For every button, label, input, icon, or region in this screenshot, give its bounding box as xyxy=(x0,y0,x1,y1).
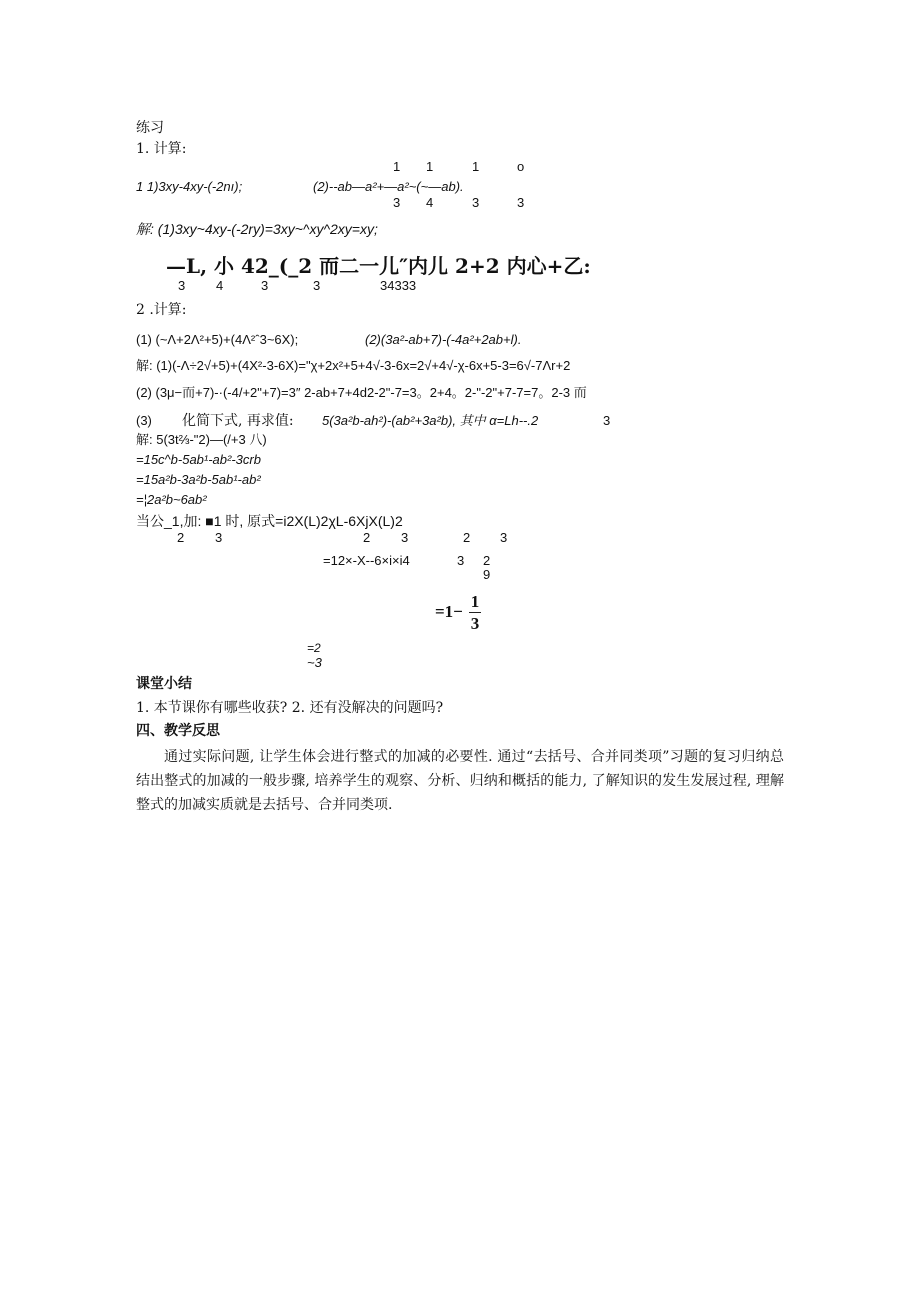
reflection-paragraph: 通过实际问题, 让学生体会进行整式的加减的必要性. 通过“去括号、合并同类项”习题的复习归纳总结出整式的加减的一般步骤, 培养学生的观察、分析、归纳和概括的能力, 了解知识的发生发展过程, 理解整式的加减实质就是去括号、合并同类项. xyxy=(136,749,784,813)
q3-eval-digit-2: 2 xyxy=(483,553,491,568)
q1-top-digit-1: 1 xyxy=(393,159,401,174)
q3-final-numerator: =2 xyxy=(307,641,321,655)
q2-label: 2 .计算: xyxy=(136,302,187,318)
q3-label: (3) xyxy=(136,413,152,428)
q1-garbled-digit-3: 3 xyxy=(261,278,269,293)
q3-fraction-bar xyxy=(469,612,481,613)
section-title: 练习 xyxy=(136,120,164,136)
q2-solution-2: (2) (3μ−而+7)-·(-4/+2"+7)=3″ 2-ab+7+4d2-2"-7=3。2+4。2-"-2"+7-7=7。2-3 而 xyxy=(136,385,587,400)
q2-expression-2: (2)(3a²-ab+7)-(-4a²+2ab+l). xyxy=(365,332,522,347)
q1-bottom-digit-2: 4 xyxy=(426,195,434,210)
q3-solution-head: 解: 5(3t⅔-"2)—(/+3 八) xyxy=(136,432,267,447)
q3-fraction-result xyxy=(435,592,505,632)
q3-eval-line: =12×-X--6×i×i4 xyxy=(323,553,410,568)
q1-top-digit-3: 1 xyxy=(472,159,480,174)
q3-expression: 5(3a²b-ah²)-(ab²+3a²b), 其中 α=Lh--.2 xyxy=(322,413,539,428)
q1-garbled-line: —L, 小 42_(_2 而二一儿″内儿 2+2 内心+乙: xyxy=(166,254,591,278)
q1-expression-left: 1 1)3xy-4xy-(-2nı); xyxy=(136,179,243,194)
q3-step-1: =15c^b-5ab¹-ab²-3crb xyxy=(136,452,261,467)
q3-when-line: 当公_1,加: ■1 时, 原式=i2X(L)2χL-6XjX(L)2 xyxy=(136,513,403,529)
q1-bottom-digit-4: 3 xyxy=(517,195,525,210)
q3-prompt: 化简下式, 再求值: xyxy=(182,413,294,429)
q1-garbled-digit-1: 3 xyxy=(178,278,186,293)
q3-final-denominator: ~3 xyxy=(307,655,322,670)
q3-step-3: =¦2a²b~6ab² xyxy=(136,492,207,507)
q3-fraction-denominator: 3 xyxy=(470,614,480,634)
q2-expression-1: (1) (~Λ+2Λ²+5)+(4Λ²ˆ3~6X); xyxy=(136,332,299,347)
q1-garbled-digit-2: 4 xyxy=(216,278,224,293)
q3-when-digit-2: 3 xyxy=(215,530,223,545)
summary-title: 课堂小结 xyxy=(136,676,192,692)
q1-garbled-digit-5: 34333 xyxy=(380,278,417,293)
q3-when-digit-4: 3 xyxy=(401,530,409,545)
summary-text: 1. 本节课你有哪些收获? 2. 还有没解决的问题吗? xyxy=(136,700,444,716)
q3-when-digit-5: 2 xyxy=(463,530,471,545)
q1-expression-right: (2)--ab—a²+—a²~(~—ab). xyxy=(313,179,464,194)
q3-when-digit-1: 2 xyxy=(177,530,185,545)
q1-solution: 解: (1)3xy~4xy-(-2ry)=3xy~^xy^2xy=xy; xyxy=(136,221,378,237)
q3-eval-digit-1: 3 xyxy=(457,553,465,568)
q1-garbled-digit-4: 3 xyxy=(313,278,321,293)
q3-expression-tail: 3 xyxy=(603,413,611,428)
q2-solution-1: 解: (1)(-Λ÷2√+5)+(4X²-3-6X)="χ+2x²+5+4√-3-6x=2√+4√-χ-6x+5-3=6√-7Λr+2 xyxy=(136,358,571,373)
reflection-title: 四、教学反思 xyxy=(136,723,220,739)
q3-fraction-prefix: =1− xyxy=(435,602,463,621)
q3-fraction-numerator: 1 xyxy=(470,592,480,611)
q3-when-digit-6: 3 xyxy=(500,530,508,545)
q3-step-2: =15a²b-3a²b-5ab¹-ab² xyxy=(136,472,261,487)
q1-top-digit-2: 1 xyxy=(426,159,434,174)
q3-eval-digit-3: 9 xyxy=(483,567,491,582)
q1-bottom-digit-1: 3 xyxy=(393,195,401,210)
q1-bottom-digit-3: 3 xyxy=(472,195,480,210)
q1-top-digit-4: o xyxy=(517,159,525,174)
q1-label: 1. 计算: xyxy=(136,141,187,157)
q3-when-digit-3: 2 xyxy=(363,530,371,545)
